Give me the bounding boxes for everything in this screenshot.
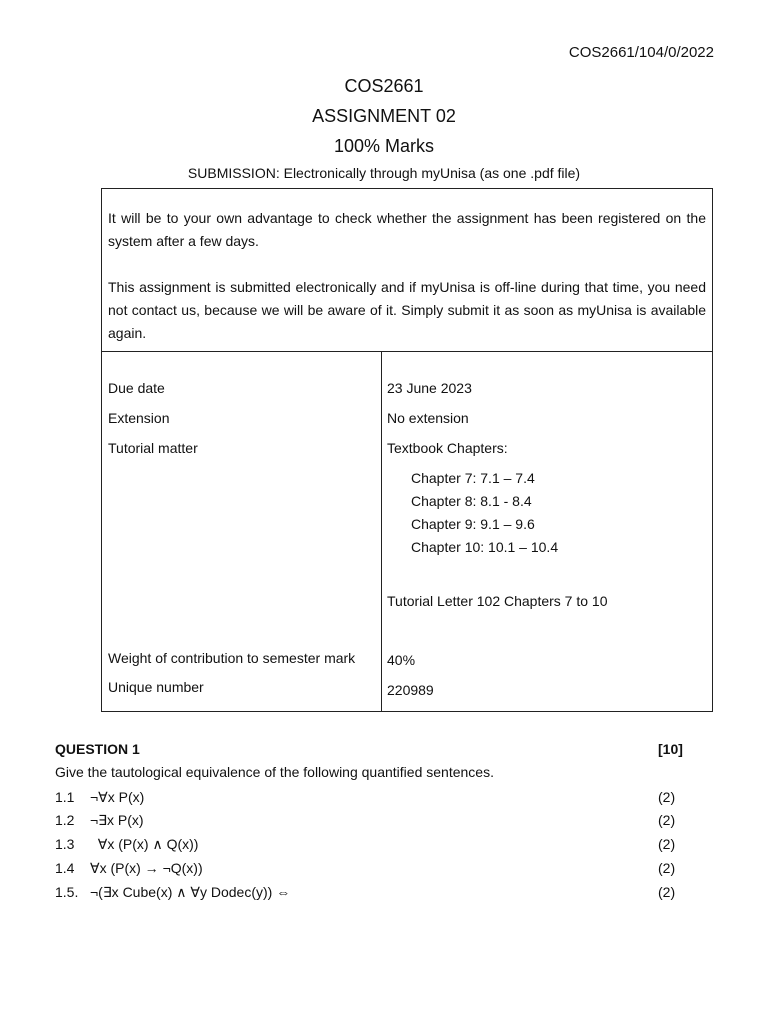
item-mark: (2) <box>658 789 676 805</box>
document-reference: COS2661/104/0/2022 <box>568 44 714 61</box>
item-number: 1.1 <box>55 789 75 805</box>
chapter-item: Chapter 7: 7.1 – 7.4 <box>411 470 535 486</box>
chapter-item: Chapter 9: 9.1 – 9.6 <box>411 516 535 532</box>
extension-value: No extension <box>387 410 469 426</box>
item-mark: (2) <box>658 860 676 876</box>
tutorial-matter-value: Textbook Chapters: <box>387 440 508 456</box>
tutorial-matter-label: Tutorial matter <box>108 440 198 456</box>
item-text: ¬∀x P(x) <box>90 789 145 805</box>
notice-paragraph-2: This assignment is submitted electronically and if myUnisa is off-line during that time, you need not contact us, because we will be aware of it. Simply submit it as soon as myUnisa is available again. <box>108 279 706 341</box>
item-text: ∀x (P(x) ∧ Q(x)) <box>90 836 199 852</box>
unique-number-label: Unique number <box>108 679 204 695</box>
chapter-item: Chapter 8: 8.1 - 8.4 <box>411 493 532 509</box>
item-number: 1.5. <box>55 884 79 900</box>
column-divider <box>381 352 382 712</box>
assignment-info-box <box>101 188 713 712</box>
item-number: 1.4 <box>55 860 75 876</box>
item-text: ∀x (P(x) → ¬Q(x)) <box>90 860 203 876</box>
extension-label: Extension <box>108 410 170 426</box>
item-text: ¬(∃x Cube(x) ∧ ∀y Dodec(y)) ⇔ <box>90 884 291 900</box>
notice-paragraph-1: It will be to your own advantage to check whether the assignment has been registered on the system after a few days. <box>108 210 706 249</box>
chapter-item: Chapter 10: 10.1 – 10.4 <box>411 539 559 555</box>
weight-value: 40% <box>387 652 416 668</box>
due-date-value: 23 June 2023 <box>387 380 472 396</box>
item-number: 1.2 <box>55 812 75 828</box>
assignment-title: ASSIGNMENT 02 <box>312 106 456 126</box>
unique-number-value: 220989 <box>387 682 434 698</box>
marks-title: 100% Marks <box>333 136 435 156</box>
item-number: 1.3 <box>55 836 75 852</box>
submission-line: SUBMISSION: Electronically through myUnisa (as one .pdf file) <box>187 165 581 181</box>
tutorial-letter: Tutorial Letter 102 Chapters 7 to 10 <box>387 593 608 609</box>
question-heading: QUESTION 1 <box>55 741 140 757</box>
item-mark: (2) <box>658 836 676 852</box>
item-text: ¬∃x P(x) <box>90 812 144 828</box>
due-date-label: Due date <box>108 380 165 396</box>
course-code: COS2661 <box>344 76 424 96</box>
question-total: [10] <box>658 741 683 757</box>
question-instruction: Give the tautological equivalence of the following quantified sentences. <box>55 764 494 780</box>
weight-label: Weight of contribution to semester mark <box>108 650 356 666</box>
item-mark: (2) <box>658 812 676 828</box>
item-mark: (2) <box>658 884 676 900</box>
notice-panel <box>102 189 712 352</box>
